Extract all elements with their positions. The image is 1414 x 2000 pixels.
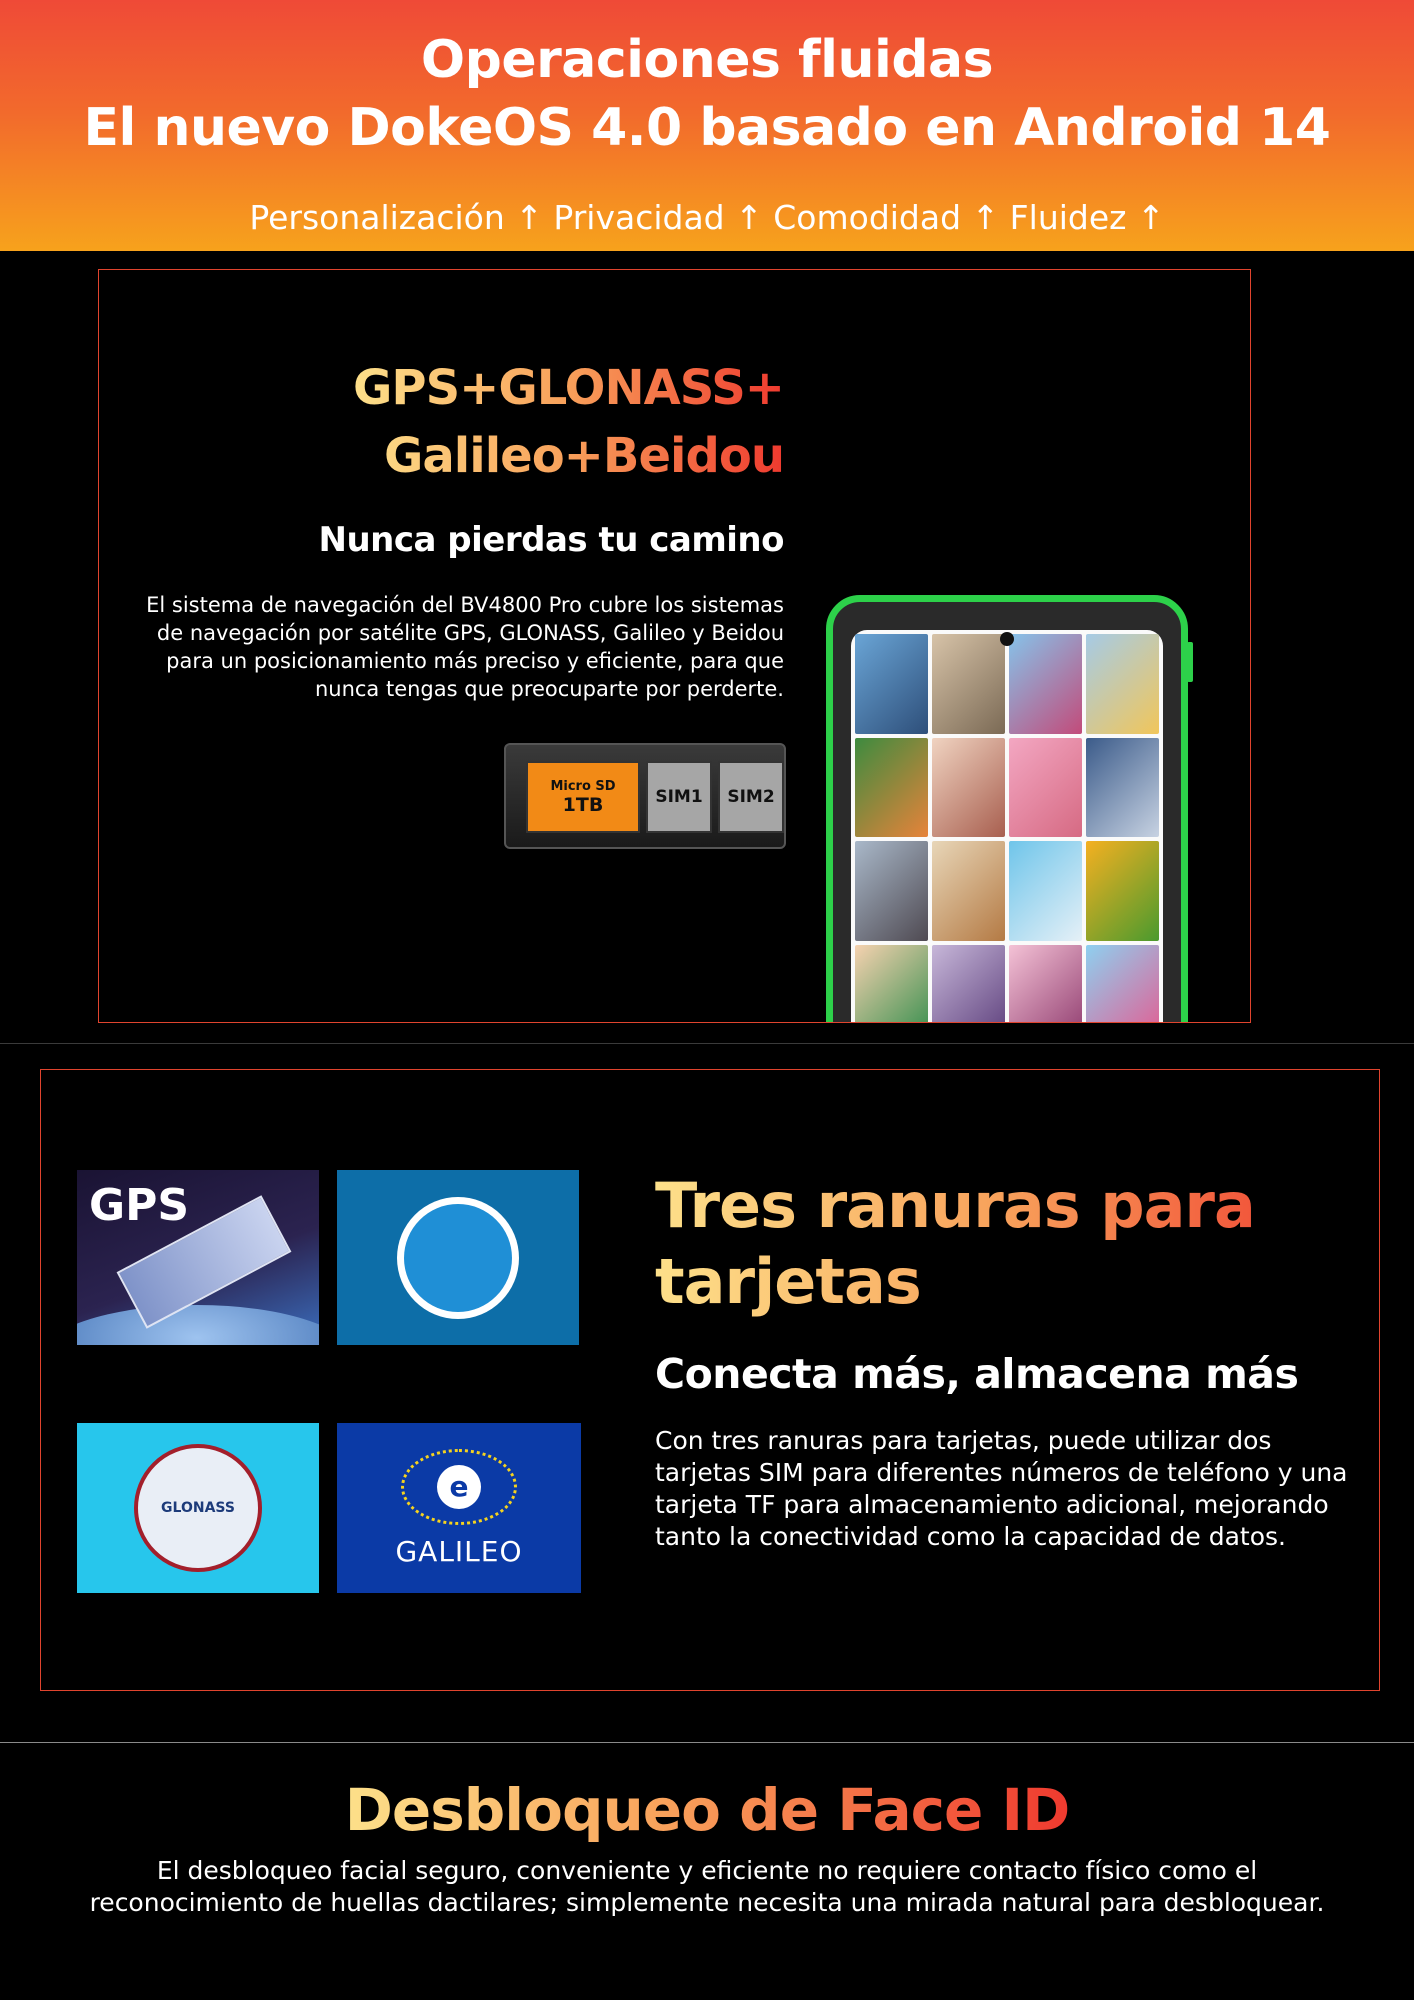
galileo-e-icon: e <box>437 1465 481 1509</box>
micro-sd-capacity: 1TB <box>562 793 604 816</box>
phone-side-button <box>1187 642 1193 682</box>
gps-logo-label: GPS <box>89 1180 190 1231</box>
sim-tray-image <box>504 743 786 849</box>
eu-stars-icon <box>401 1449 517 1525</box>
galileo-logo-label: GALILEO <box>395 1534 523 1568</box>
phone-photo-gallery <box>851 630 1163 1023</box>
divider <box>0 1043 1414 1044</box>
card-slots-section <box>40 1069 1380 1691</box>
earth-image <box>77 1305 319 1345</box>
header-title-line2: El nuevo DokeOS 4.0 basado en Android 14 <box>83 98 1331 158</box>
phone-image <box>826 595 1188 1023</box>
galileo-logo-tile <box>337 1423 581 1593</box>
gnss-title-line1: GPS+GLONASS+ <box>353 360 784 416</box>
micro-sd-label: Micro SD <box>550 778 616 794</box>
beidou-logo-tile <box>337 1170 579 1345</box>
glonass-logo-tile <box>77 1423 319 1593</box>
glonass-logo-label: GLONASS <box>161 1500 235 1516</box>
card-slots-body: Con tres ranuras para tarjetas, puede utilizar dos tarjetas SIM para diferentes números de teléfono y una tarjeta TF para almacenamiento adicional, mejorando tanto la conectividad como la capacidad de datos. <box>655 1426 1348 1551</box>
micro-sd-slot <box>526 761 640 833</box>
beidou-logo-icon <box>397 1197 519 1319</box>
sim1-slot: SIM1 <box>646 761 712 833</box>
face-id-title <box>0 1775 1414 1845</box>
navigation-body: El sistema de navegación del BV4800 Pro cubre los sistemas de navegación por satélite GPS, GLONASS, Galileo y Beidou para un posicionamiento más preciso y eficiente, para que nunca tengas que preocuparte por perderte. <box>146 593 784 701</box>
navigation-heading: Nunca pierdas tu camino <box>318 520 784 560</box>
card-slots-title: Tres ranuras para tarjetas <box>655 1168 1355 1320</box>
glonass-logo-icon <box>134 1444 262 1572</box>
card-slots-heading: Conecta más, almacena más <box>655 1350 1299 1398</box>
gps-logo-tile <box>77 1170 319 1345</box>
face-id-body: El desbloqueo facial seguro, conveniente y eficiente no requiere contacto físico como el reconocimiento de huellas dactilares; simplemente necesita una mirada natural para desbloquear. <box>89 1856 1325 1917</box>
navigation-section <box>98 269 1251 1023</box>
face-id-title-text: Desbloqueo de Face ID <box>344 1776 1070 1844</box>
camera-notch-icon <box>1000 632 1014 646</box>
gnss-title <box>353 354 784 490</box>
gnss-title-line2: Galileo+Beidou <box>384 428 784 484</box>
header-banner <box>0 0 1414 251</box>
header-subtitle: Personalización ↑ Privacidad ↑ Comodidad ↑ Fluidez ↑ <box>249 198 1165 237</box>
sim2-slot: SIM2 <box>718 761 784 833</box>
divider <box>0 1742 1414 1743</box>
header-title-line1: Operaciones fluidas <box>420 30 994 90</box>
